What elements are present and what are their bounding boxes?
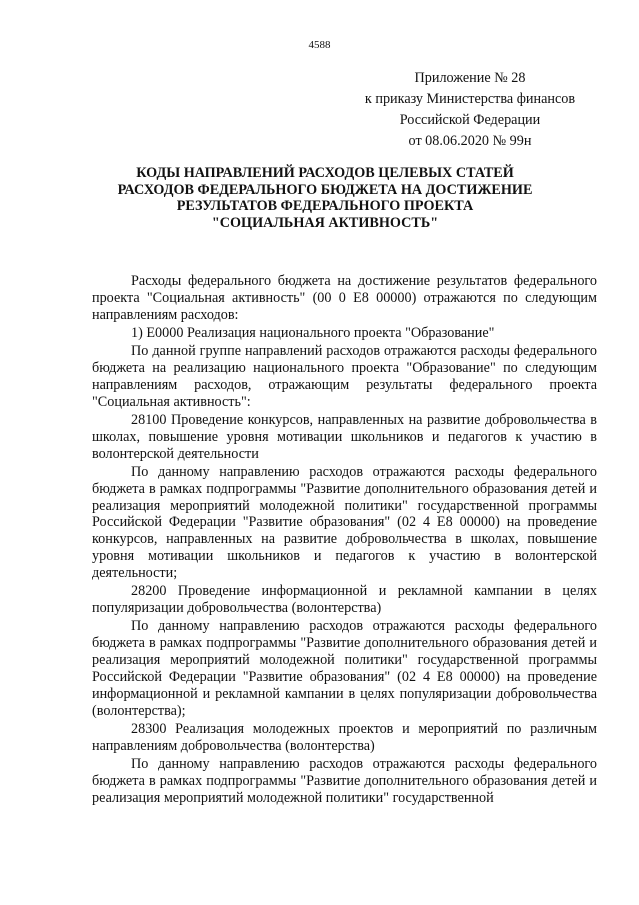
paragraph-28100-description: По данному направлению расходов отражаются расходы федерального бюджета в рамках подпрограммы "Развитие дополнительного образования детей и реализация мероприятий молодежной политики" государственной программы Российской Федерации "Развитие образования" (02 4 Е8 00000) на проведение конкурсов, направленных на развитие добровольчества в школах, повышение уровня мотивации школьников и педагогов к участию в волонтерской деятельности; bbox=[92, 463, 597, 582]
appendix-number: Приложение № 28 bbox=[414, 70, 526, 86]
paragraph-28300-heading: 28300 Реализация молодежных проектов и мероприятий по различным направлениям добровольчества (волонтерства) bbox=[92, 720, 597, 754]
paragraph-intro: Расходы федерального бюджета на достижение результатов федерального проекта "Социальная активность" (00 0 Е8 00000) отражаются по следующим направлениям расходов: bbox=[92, 273, 597, 323]
appendix-date-line: от 08.06.2020 № 99н bbox=[408, 133, 532, 149]
appendix-block bbox=[320, 68, 620, 152]
page-number: 4588 bbox=[308, 39, 331, 51]
title-line-1: КОДЫ НАПРАВЛЕНИЙ РАСХОДОВ ЦЕЛЕВЫХ СТАТЕЙ bbox=[136, 165, 514, 181]
paragraph-28200-heading: 28200 Проведение информационной и рекламной кампании в целях популяризации добровольчества (волонтерства) bbox=[92, 583, 597, 617]
title-line-3: РЕЗУЛЬТАТОВ ФЕДЕРАЛЬНОГО ПРОЕКТА bbox=[176, 198, 474, 214]
title-line-2: РАСХОДОВ ФЕДЕРАЛЬНОГО БЮДЖЕТА НА ДОСТИЖЕНИЕ bbox=[117, 181, 533, 198]
paragraph-28300-description: По данному направлению расходов отражаются расходы федерального бюджета в рамках подпрограммы "Развитие дополнительного образования детей и реализация мероприятий молодежной политики" государственной bbox=[92, 755, 597, 806]
appendix-federation-line: Российской Федерации bbox=[399, 112, 541, 128]
title-line-4: "СОЦИАЛЬНАЯ АКТИВНОСТЬ" bbox=[211, 214, 439, 231]
appendix-order-line: к приказу Министерства финансов bbox=[364, 91, 576, 107]
paragraph-28100-heading: 28100 Проведение конкурсов, направленных на развитие добровольчества в школах, повышение уровня мотивации школьников и педагогов к участию в волонтерской деятельности bbox=[92, 411, 597, 462]
paragraph-28200-description: По данному направлению расходов отражаются расходы федерального бюджета в рамках подпрограммы "Развитие дополнительного образования детей и реализация мероприятий молодежной политики" государственной программы Российской Федерации "Развитие образования" (02 4 Е8 00000) на проведение информационной и рекламной кампании в целях популяризации добровольчества (волонтерства); bbox=[92, 618, 597, 719]
paragraph-e0000-heading: 1) Е0000 Реализация национального проекта "Образование" bbox=[131, 324, 495, 341]
document-title bbox=[80, 165, 570, 231]
document-body bbox=[92, 273, 597, 808]
paragraph-e0000-description: По данной группе направлений расходов отражаются расходы федерального бюджета на реализацию национального проекта "Образование" по следующим направлениям расходов, отражающим результаты федерального проекта "Социальная активность": bbox=[92, 343, 597, 410]
